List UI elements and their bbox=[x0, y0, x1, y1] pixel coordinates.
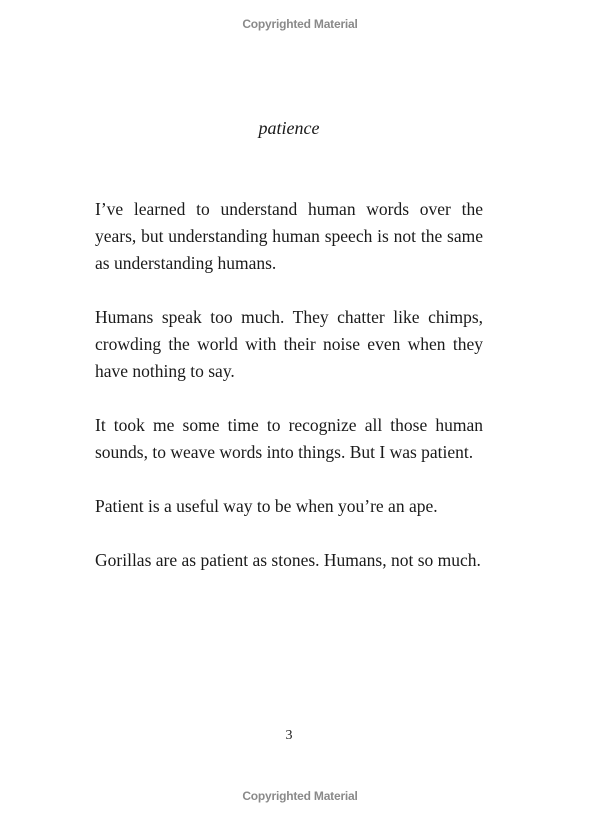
paragraph: Patient is a useful way to be when you’re an ape. bbox=[95, 496, 438, 516]
copyright-watermark-bottom: Copyrighted Material bbox=[242, 789, 358, 803]
page-number: 3 bbox=[285, 728, 293, 743]
paragraph: It took me some time to recognize all those human sounds, to weave words into things. But I was patient. bbox=[95, 415, 483, 462]
copyright-watermark-top: Copyrighted Material bbox=[242, 17, 358, 31]
chapter-title: patience bbox=[258, 118, 320, 138]
paragraph: Humans speak too much. They chatter like chimps, crowding the world with their noise even when they have nothing to say. bbox=[95, 307, 483, 381]
paragraph: I’ve learned to understand human words over the years, but understanding human speech is not the same as understanding humans. bbox=[95, 199, 483, 273]
body-text bbox=[95, 196, 483, 601]
paragraph: Gorillas are as patient as stones. Humans, not so much. bbox=[95, 550, 481, 570]
